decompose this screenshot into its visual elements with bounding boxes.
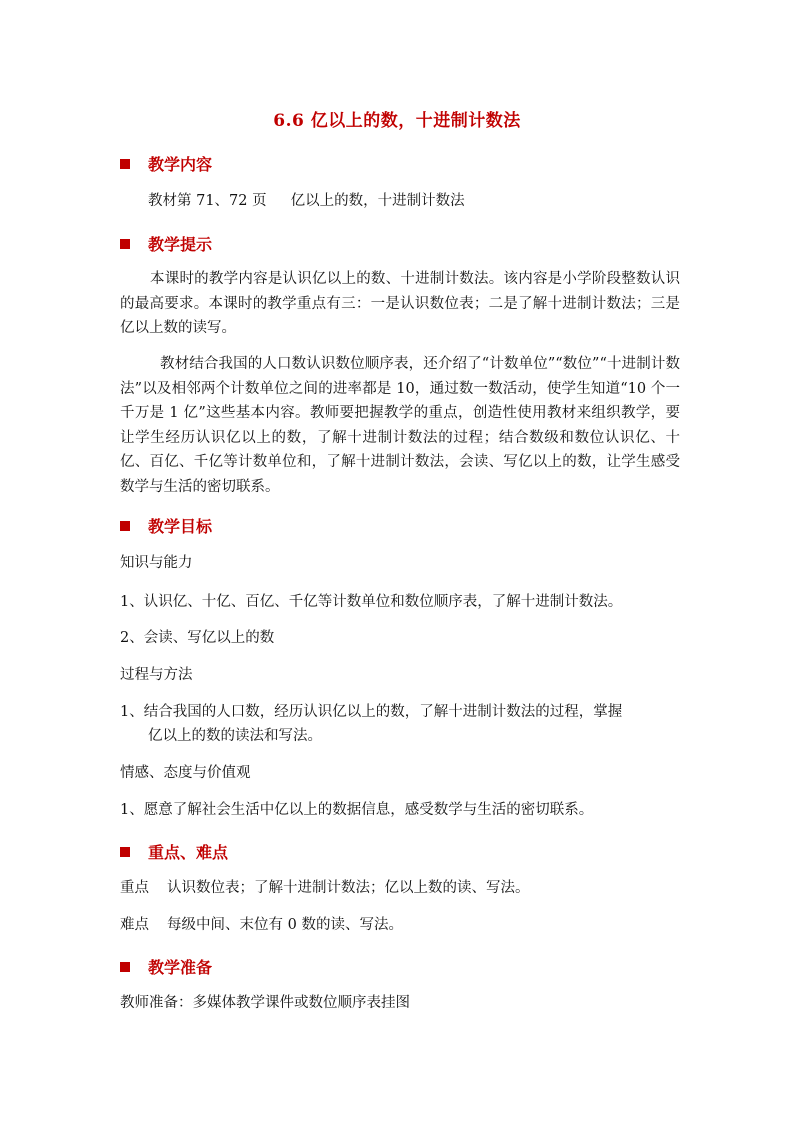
goals-item: 1、认识亿、十亿、百亿、千亿等计数单位和数位顺序表，了解十进制计数法。 <box>120 594 623 610</box>
difficulty-text: 每级中间、末位有 0 数的读、写法。 <box>167 917 403 933</box>
goals-item: 2、会读、写亿以上的数 <box>120 630 275 646</box>
heading-text: 教学准备 <box>148 958 213 977</box>
heading-text: 教学内容 <box>148 155 213 174</box>
goals-item-continuation: 亿以上的数的读法和写法。 <box>148 728 322 744</box>
section-heading-prep <box>120 955 212 978</box>
key-point-label: 重点 <box>120 880 149 896</box>
square-bullet-icon <box>120 239 130 249</box>
heading-text: 重点、难点 <box>148 843 229 862</box>
prep-teacher: 教师准备：多媒体教学课件或数位顺序表挂图 <box>120 995 410 1011</box>
square-bullet-icon <box>120 521 130 531</box>
section-heading-content <box>120 152 212 175</box>
goals-subheading-process: 过程与方法 <box>120 667 193 683</box>
heading-text: 教学提示 <box>148 235 213 254</box>
key-point-text: 认识数位表；了解十进制计数法；亿以上数的读、写法。 <box>167 880 530 896</box>
difficulty-label: 难点 <box>120 917 149 933</box>
square-bullet-icon <box>120 847 130 857</box>
section-heading-key-points <box>120 840 228 863</box>
section-heading-goals <box>120 514 212 537</box>
square-bullet-icon <box>120 159 130 169</box>
goals-subheading-attitude: 情感、态度与价值观 <box>120 765 251 781</box>
hints-paragraph-1: 本课时的教学内容是认识亿以上的数、十进制计数法。该内容是小学阶段整数认识的最高要求。本课时的教学重点有三：一是认识数位表；二是了解十进制计数法；三是亿以上数的读写。 <box>120 271 680 336</box>
goals-item: 1、愿意了解社会生活中亿以上的数据信息，感受数学与生活的密切联系。 <box>120 802 594 818</box>
document-title: 6.6 亿以上的数，十进制计数法 <box>273 111 521 131</box>
content-topic: 亿以上的数，十进制计数法 <box>290 193 465 209</box>
content-pages: 教材第 71、72 页 <box>148 193 267 209</box>
heading-text: 教学目标 <box>148 517 213 536</box>
hints-paragraph-2: 教材结合我国的人口数认识数位顺序表，还介绍了“计数单位”“数位”“十进制计数法”以及相邻两个计数单位之间的进率都是 10，通过数一数活动，使学生知道“10 个一千万是 1 亿”这些基本内容。教师要把握教学的重点，创造性使用教材来组织教学，要让学生经历认识亿以上的数，了解十进制计数法的过程；结合数级和数位认识亿、十亿、百亿、千亿等计数单位和，了解十进制计数法，会读、写亿以上的数，让学生感受数学与生活的密切联系。 <box>120 356 680 495</box>
goals-item: 1、结合我国的人口数，经历认识亿以上的数，了解十进制计数法的过程，掌握 <box>120 704 623 720</box>
key-point-line <box>120 878 530 898</box>
goals-subheading-knowledge: 知识与能力 <box>120 555 193 571</box>
difficulty-line <box>120 915 403 935</box>
square-bullet-icon <box>120 962 130 972</box>
section-heading-hints <box>120 232 212 255</box>
content-line <box>148 191 465 211</box>
